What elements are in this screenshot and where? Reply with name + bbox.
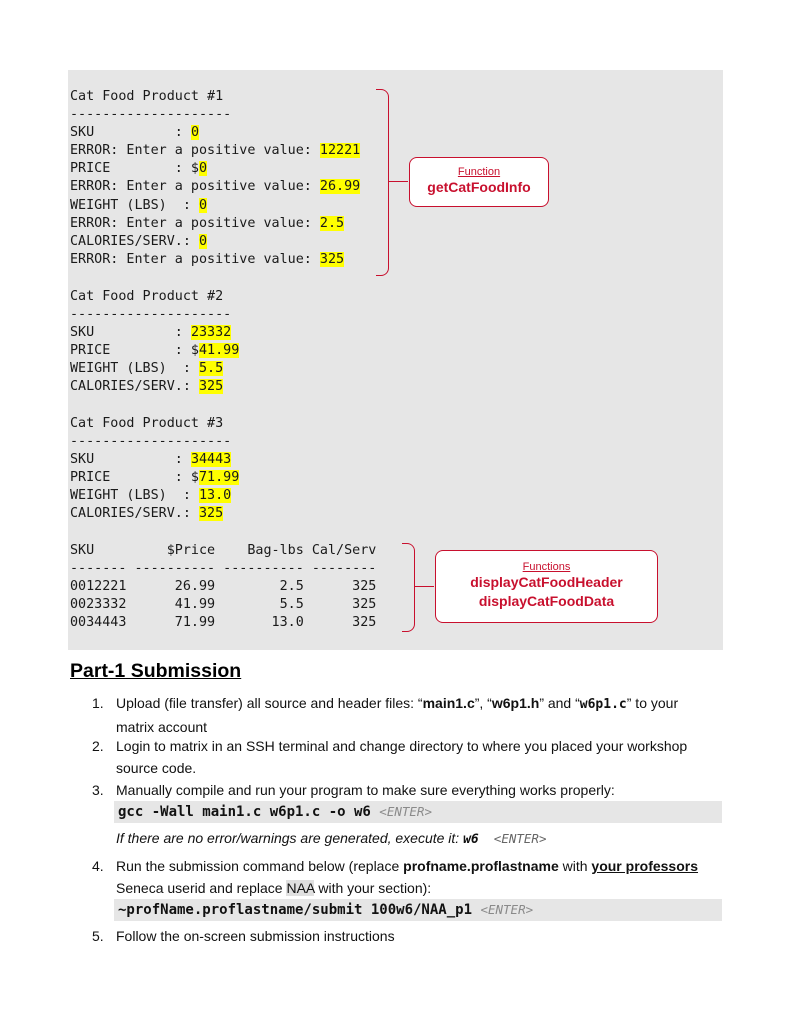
p1-price-input: 0 <box>199 161 208 177</box>
p3-weight: 13.0 <box>199 488 232 504</box>
p2-cal: 325 <box>199 379 224 395</box>
product-1-title: Cat Food Product #1 <box>70 89 224 104</box>
table-row: 0012221 26.99 2.5 325 <box>70 579 377 595</box>
bracket-display-functions <box>402 543 415 632</box>
summary-table <box>70 542 376 632</box>
p1-weight-input: 0 <box>199 197 208 213</box>
p2-sku: 23332 <box>190 325 232 341</box>
calories-label: CALORIES/SERV.: <box>70 379 199 395</box>
callout-function-data: displayCatFoodData <box>478 593 615 609</box>
step-number: 5. <box>92 928 104 944</box>
callout-display-functions <box>435 550 658 623</box>
section-heading: Part-1 Submission <box>70 660 242 682</box>
step-number: 1. <box>92 695 104 711</box>
p3-price: 71.99 <box>199 470 240 486</box>
table-header: SKU $Price Bag-lbs Cal/Serv <box>70 543 377 558</box>
calories-label: CALORIES/SERV.: <box>70 233 199 249</box>
filename-main1: main1.c <box>422 695 475 711</box>
filename-w6p1-h: w6p1.h <box>491 695 540 711</box>
product-3-block <box>70 415 239 524</box>
p3-sku: 34443 <box>190 452 232 468</box>
p2-price: 41.99 <box>199 343 240 359</box>
callout-function-name: getCatFoodInfo <box>427 179 531 195</box>
dashes-line: -------------------- <box>70 107 232 123</box>
error-message: ERROR: Enter a positive value: <box>70 215 320 231</box>
weight-label: WEIGHT (LBS) : <box>70 197 199 213</box>
callout-getcatfoodinfo <box>409 157 549 207</box>
filename-w6p1-c: w6p1.c <box>579 697 627 712</box>
callout-caption: Functions <box>522 561 571 573</box>
product-2-block <box>70 288 239 397</box>
submit-command: ~profName.proflastname/submit 100w6/NAA_p1 <ENTER> <box>114 899 722 921</box>
execute-note: If there are no error/warnings are generated, execute it: w6 <ENTER> <box>116 830 547 847</box>
price-label: PRICE : $ <box>70 161 199 177</box>
product-1-block <box>70 88 360 269</box>
dashes-line: -------------------- <box>70 434 232 450</box>
calories-label: CALORIES/SERV.: <box>70 506 199 522</box>
p1-price-retry: 26.99 <box>319 179 361 195</box>
p2-weight: 5.5 <box>199 361 224 377</box>
price-label: PRICE : $ <box>70 343 199 359</box>
error-message: ERROR: Enter a positive value: <box>70 179 320 195</box>
sku-label: SKU : <box>70 325 191 341</box>
p1-sku-retry: 12221 <box>319 143 361 159</box>
price-label: PRICE : $ <box>70 470 199 486</box>
p1-cal-input: 0 <box>199 233 208 249</box>
p1-weight-retry: 2.5 <box>319 215 345 231</box>
sku-label: SKU : <box>70 452 191 468</box>
product-3-title: Cat Food Product #3 <box>70 416 224 431</box>
weight-label: WEIGHT (LBS) : <box>70 488 199 504</box>
error-message: ERROR: Enter a positive value: <box>70 143 320 159</box>
p1-sku-input: 0 <box>190 125 199 141</box>
compile-command: gcc -Wall main1.c w6p1.c -o w6 <ENTER> <box>114 801 722 823</box>
table-row: 0023332 41.99 5.5 325 <box>70 597 377 613</box>
bracket-connector <box>388 181 408 182</box>
callout-function-header: displayCatFoodHeader <box>470 574 623 590</box>
weight-label: WEIGHT (LBS) : <box>70 361 199 377</box>
bracket-getcatfoodinfo <box>376 89 389 276</box>
table-row: 0034443 71.99 13.0 325 <box>70 615 377 631</box>
table-rule: ------- ---------- ---------- -------- <box>70 561 377 577</box>
error-message: ERROR: Enter a positive value: <box>70 251 320 267</box>
step-number: 3. <box>92 782 104 798</box>
product-2-title: Cat Food Product #2 <box>70 289 224 304</box>
bracket-connector <box>414 586 434 587</box>
step-number: 4. <box>92 858 104 874</box>
step-number: 2. <box>92 738 104 754</box>
p1-cal-retry: 325 <box>319 251 345 267</box>
callout-caption: Function <box>457 166 501 178</box>
sku-label: SKU : <box>70 125 191 141</box>
dashes-line: -------------------- <box>70 307 232 323</box>
p3-cal: 325 <box>199 506 224 522</box>
